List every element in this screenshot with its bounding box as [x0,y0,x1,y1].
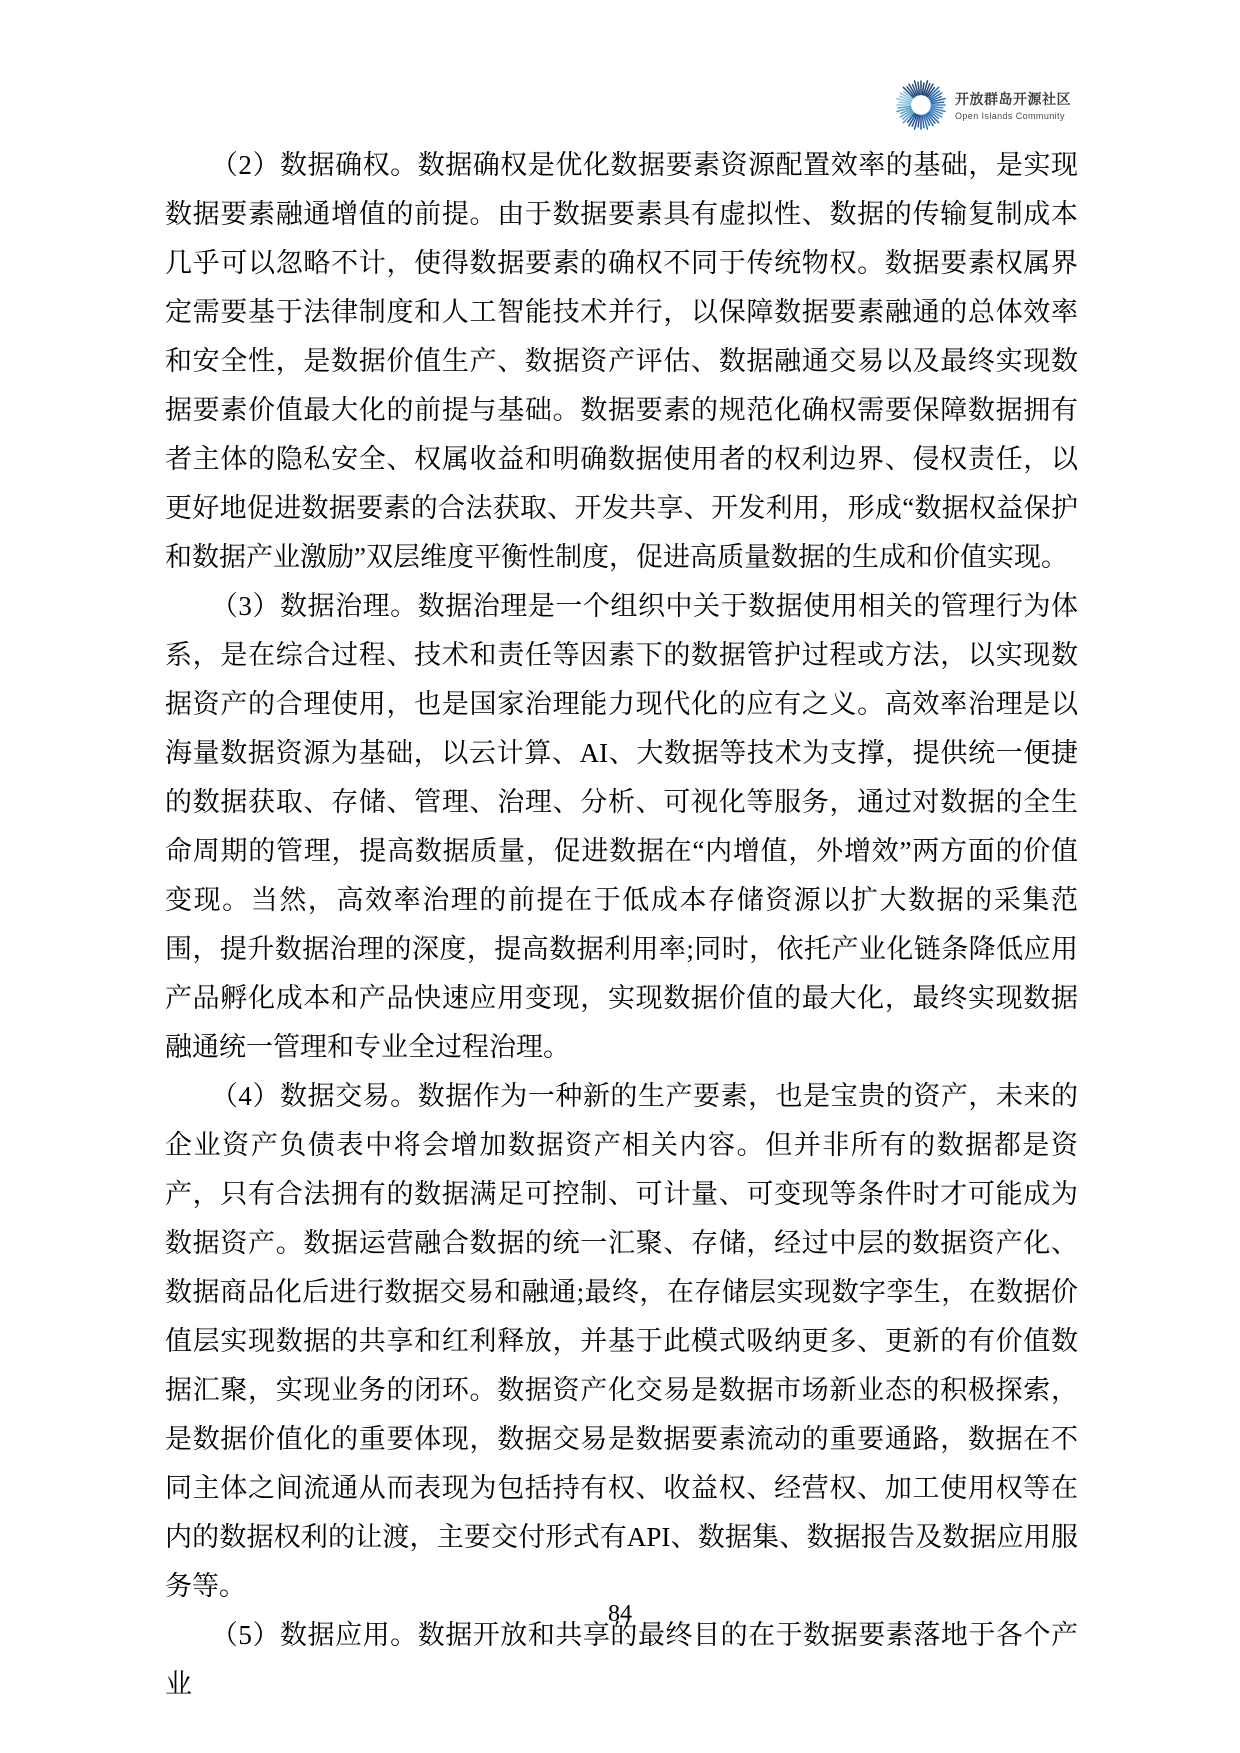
page-number: 84 [608,1601,632,1627]
paragraph-data-rights: （2）数据确权。数据确权是优化数据要素资源配置效率的基础，是实现数据要素融通增值的前提。由于数据要素具有虚拟性、数据的传输复制成本几乎可以忽略不计，使得数据要素的确权不同于传统物权。数据要素权属界定需要基于法律制度和人工智能技术并行，以保障数据要素融通的总体效率和安全性，是数据价值生产、数据资产评估、数据融通交易以及最终实现数据要素价值最大化的前提与基础。数据要素的规范化确权需要保障数据拥有者主体的隐私安全、权属收益和明确数据使用者的权利边界、侵权责任，以更好地促进数据要素的合法获取、开发共享、开发利用，形成“数据权益保护和数据产业激励”双层维度平衡性制度，促进高质量数据的生成和价值实现。 [165,150,1078,572]
logo-text [955,89,1071,121]
logo-title: 开放群岛开源社区 [955,91,1071,107]
logo [896,80,1071,130]
sunburst-logo-icon [896,80,946,130]
logo-subtitle: Open Islands Community [955,111,1065,121]
paragraph-data-application: （5）数据应用。数据开放和共享的最终目的在于数据要素落地于各个产业 [165,1620,1078,1699]
paragraph-data-trading: （4）数据交易。数据作为一种新的生产要素，也是宝贵的资产，未来的企业资产负债表中将会增加数据资产相关内容。但并非所有的数据都是资产，只有合法拥有的数据满足可控制、可计量、可变现等条件时才可能成为数据资产。数据运营融合数据的统一汇聚、存储，经过中层的数据资产化、数据商品化后进行数据交易和融通;最终，在存储层实现数字孪生，在数据价值层实现数据的共享和红利释放，并基于此模式吸纳更多、更新的有价值数据汇聚，实现业务的闭环。数据资产化交易是数据市场新业态的积极探索，是数据价值化的重要体现，数据交易是数据要素流动的重要通路，数据在不同主体之间流通从而表现为包括持有权、收益权、经营权、加工使用权等在内的数据权利的让渡，主要交付形式有API、数据集、数据报告及数据应用服务等。 [165,1081,1078,1601]
document-body [165,141,1078,1709]
paragraph-data-governance: （3）数据治理。数据治理是一个组织中关于数据使用相关的管理行为体系，是在综合过程、技术和责任等因素下的数据管护过程或方法，以实现数据资产的合理使用，也是国家治理能力现代化的应有之义。高效率治理是以海量数据资源为基础，以云计算、AI、大数据等技术为支撑，提供统一便捷的数据获取、存储、管理、治理、分析、可视化等服务，通过对数据的全生命周期的管理，提高数据质量，促进数据在“内增值，外增效”两方面的价值变现。当然，高效率治理的前提在于低成本存储资源以扩大数据的采集范围，提升数据治理的深度，提高数据利用率;同时，依托产业化链条降低应用产品孵化成本和产品快速应用变现，实现数据价值的最大化，最终实现数据融通统一管理和专业全过程治理。 [165,591,1078,1062]
